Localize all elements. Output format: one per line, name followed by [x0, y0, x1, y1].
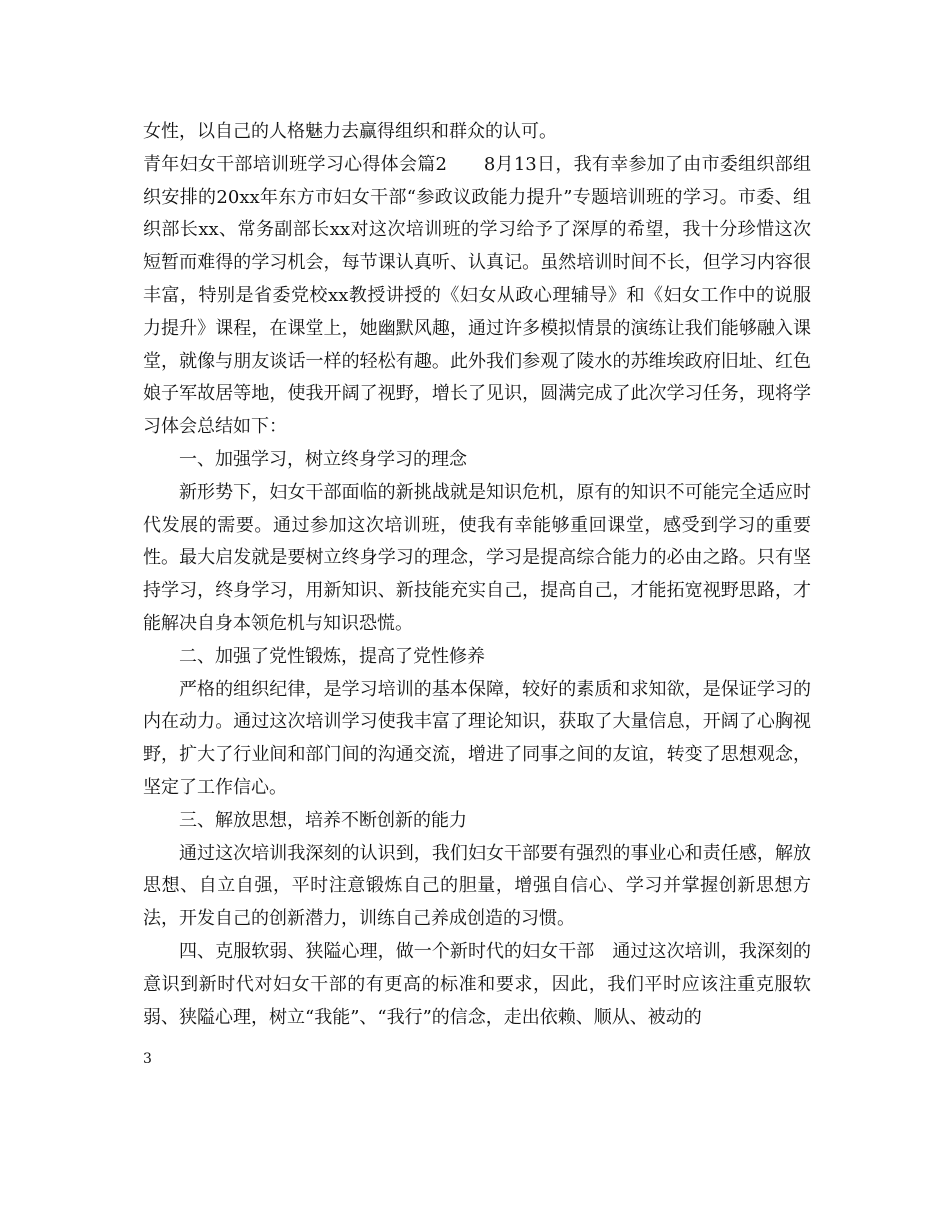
paragraph-article-intro: 青年妇女干部培训班学习心得体会篇2 8月13日，我有幸参加了由市委组织部组织安排的20xx年东方市妇女干部“参政议政能力提升”专题培训班的学习。市委、组织部长xx、常务副部长xx对这次培训班的学习给予了深厚的希望，我十分珍惜这次短暂而难得的学习机会，每节课认真听、认真记。虽然培训时间不长，但学习内容很丰富，特别是省委党校xx教授讲授的《妇女从政心理辅导》和《妇女工作中的说服力提升》课程，在课堂上，她幽默风趣，通过许多模拟情景的演练让我们能够融入课堂，就像与朋友谈话一样的轻松有趣。此外我们参观了陵水的苏维埃政府旧址、红色娘子军故居等地，使我开阔了视野，增长了见识，圆满完成了此次学习任务，现将学习体会总结如下：	[143, 153, 811, 438]
section-heading-1: 一、加强学习，树立终身学习的理念	[179, 448, 467, 470]
document-body	[143, 116, 811, 1034]
section-heading-2: 二、加强了党性锻炼，提高了党性修养	[179, 645, 485, 667]
paragraph-continuation: 女性，以自己的人格魅力去赢得组织和群众的认可。	[143, 121, 557, 142]
section-heading-4: 四、克服软弱、狭隘心理，做一个新时代的妇女干部 通过这次培训，我深刻的意识到新时代对妇女干部的有更高的标准和要求，因此，我们平时应该注重克服软弱、狭隘心理，树立“我能”、“我行”的信念，走出依赖、顺从、被动的	[143, 940, 811, 1028]
section-body-1: 新形势下，妇女干部面临的新挑战就是知识危机，原有的知识不可能完全适应时代发展的需要。通过参加这次培训班，使我有幸能够重回课堂，感受到学习的重要性。最大启发就是要树立终身学习的理念，学习是提高综合能力的必由之路。只有坚持学习，终身学习，用新知识、新技能充实自己，提高自己，才能拓宽视野思路，才能解决自身本领危机与知识恐慌。	[143, 481, 811, 634]
section-heading-3: 三、解放思想，培养不断创新的能力	[179, 809, 467, 831]
section-body-3: 通过这次培训我深刻的认识到，我们妇女干部要有强烈的事业心和责任感，解放思想、自立自强，平时注意锻炼自己的胆量，增强自信心、学习并掌握创新思想方法，开发自己的创新潜力，训练自己养成创造的习惯。	[143, 842, 811, 930]
page-number: 3	[143, 1051, 152, 1067]
section-body-2: 严格的组织纪律，是学习培训的基本保障，较好的素质和求知欲，是保证学习的内在动力。通过这次培训学习使我丰富了理论知识，获取了大量信息，开阔了心胸视野，扩大了行业间和部门间的沟通交流，增进了同事之间的友谊，转变了思想观念，坚定了工作信心。	[143, 678, 811, 798]
